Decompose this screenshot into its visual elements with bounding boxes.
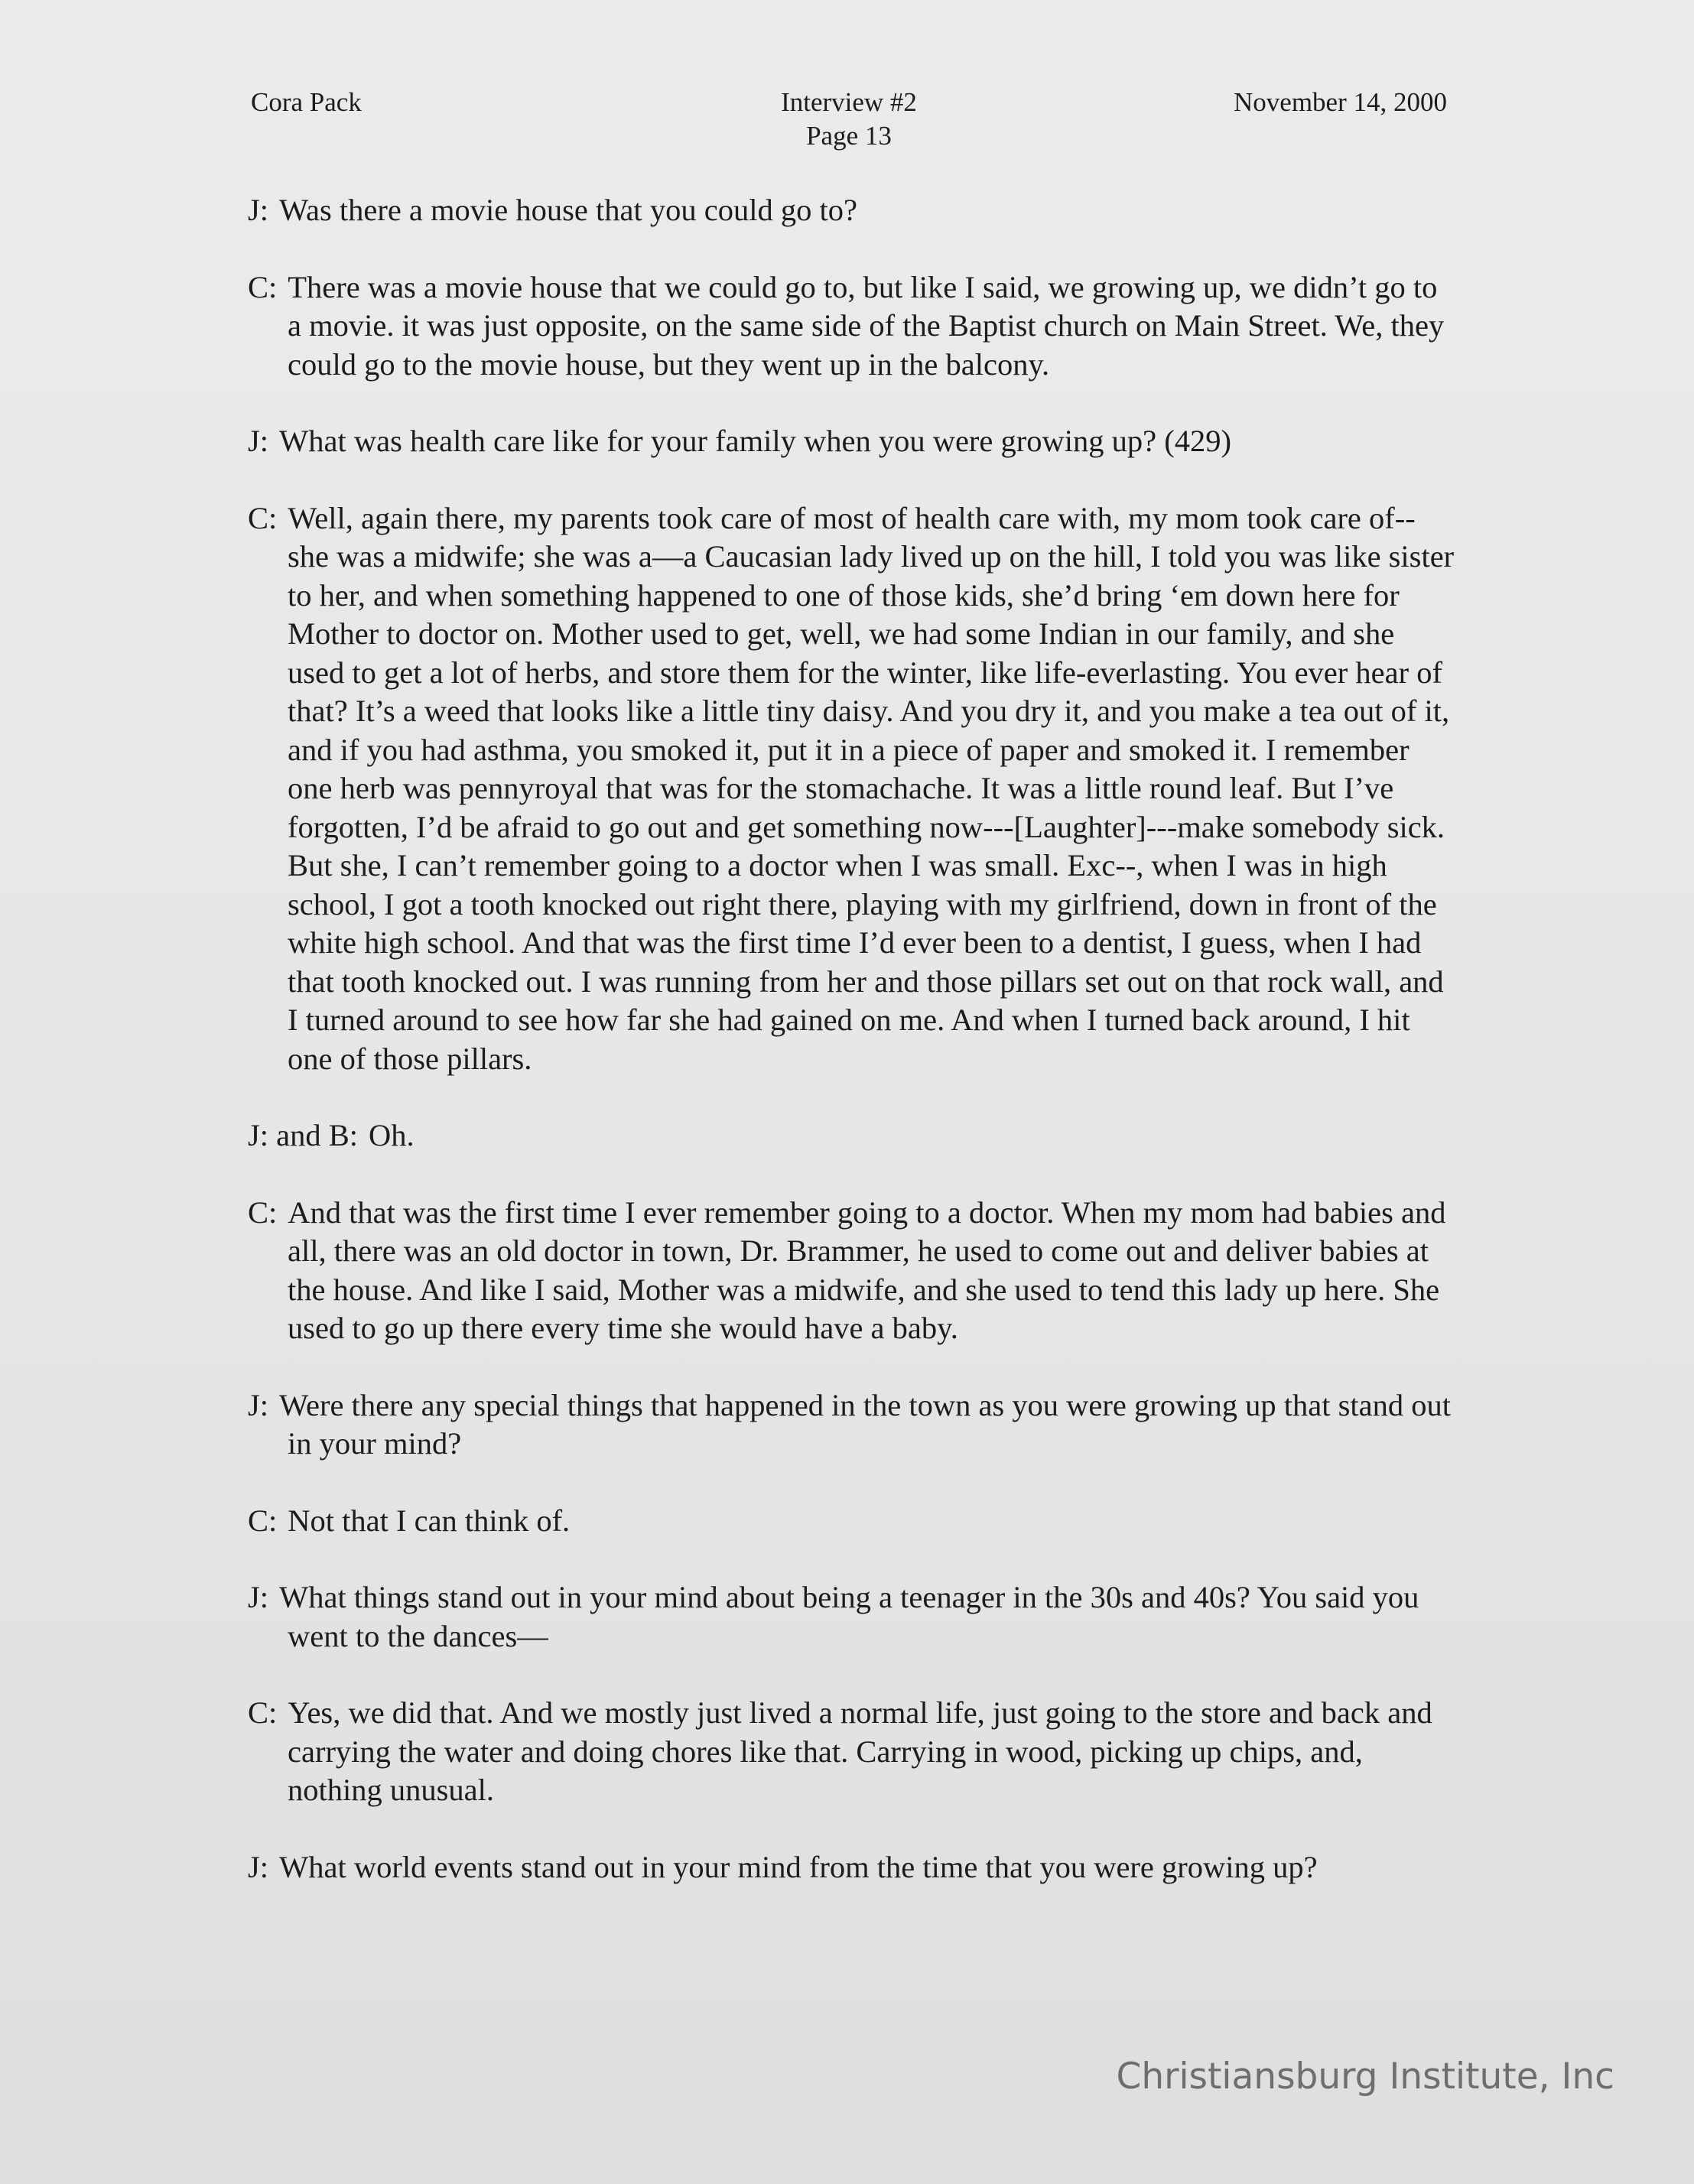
- dialogue-text: Were there any special things that happened in the town as you were growing up that stand out in your mind?: [279, 1387, 1451, 1461]
- dialogue-text: What was health care like for your family when you were growing up? (429): [279, 424, 1231, 458]
- dialogue-text: Yes, we did that. And we mostly just lived a normal life, just going to the store and back and carrying the water and doing chores like that. Carrying in wood, picking up chips, and, nothing unusual.: [288, 1695, 1432, 1807]
- dialogue-turn: [248, 1694, 1456, 1810]
- speaker-label: C:: [248, 1695, 278, 1730]
- speaker-label: C:: [248, 269, 278, 304]
- dialogue-text: There was a movie house that we could go to, but like I said, we growing up, we didn’t go to a movie. it was just opposite, on the same side of the Baptist church on Main Street. We, they could go to the movie house, but they went up in the balcony.: [288, 269, 1445, 382]
- speaker-label: C:: [248, 500, 278, 535]
- watermark: Christiansburg Institute, Inc: [1116, 2056, 1614, 2098]
- header-page-number: Page 13: [806, 121, 892, 151]
- dialogue-turn: [248, 1194, 1456, 1348]
- speaker-label: J:: [248, 1849, 269, 1884]
- dialogue-text: What things stand out in your mind about being a teenager in the 30s and 40s? You said you went to the dances—: [279, 1580, 1419, 1653]
- dialogue-turn: [248, 268, 1456, 385]
- header-interview-info: [696, 86, 1002, 153]
- dialogue-turn: [248, 1386, 1456, 1464]
- speaker-label: C:: [248, 1194, 278, 1230]
- speaker-label: C:: [248, 1503, 278, 1538]
- dialogue-turn: [248, 1502, 1456, 1541]
- dialogue-text: Oh.: [369, 1118, 415, 1152]
- speaker-label: J: and B:: [248, 1118, 359, 1152]
- dialogue-turn: [248, 499, 1456, 1079]
- speaker-label: J:: [248, 1387, 269, 1422]
- dialogue-text: Well, again there, my parents took care of most of health care with, my mom took care of-- she was a midwife; she was a—a Caucasian lady lived up on the hill, I told you was like sister to her, and when something happened to one of those kids, she’d bring ‘em down here for Mother to doctor on. Mother used to get, well, we had some Indian in our family, and she used to get a lot of herbs, and store them for the winter, like life-everlasting. You ever hear of that? It’s a weed that looks like a little tiny daisy. And you dry it, and you make a tea out of it, and if you had asthma, you smoked it, put it in a piece of paper and smoked it. I remember one herb was pennyroyal that was for the stomachache. It was a little round leaf. But I’ve forgotten, I’d be afraid to go out and get something now---[Laughter]---make somebody sick. But she, I can’t remember going to a doctor when I was small. Exc--, when I was in high school, I got a tooth knocked out right there, playing with my girlfriend, down in front of the white high school. And that was the first time I’d ever been to a dentist, I guess, when I had that tooth knocked out. I was running from her and those pillars set out on that rock wall, and I turned around to see how far she had gained on me. And when I turned back around, I hit one of those pillars.: [288, 500, 1455, 1076]
- header-interviewee-name: Cora Pack: [251, 87, 362, 117]
- speaker-label: J:: [248, 1580, 269, 1614]
- dialogue-turn: [248, 1578, 1456, 1656]
- dialogue-text: Not that I can think of.: [288, 1503, 571, 1538]
- speaker-label: J:: [248, 193, 269, 227]
- dialogue-turn: [248, 191, 1456, 230]
- header-date: November 14, 2000: [1234, 87, 1447, 117]
- dialogue-text: Was there a movie house that you could go to?: [279, 193, 857, 227]
- dialogue-text: What world events stand out in your mind from the time that you were growing up?: [279, 1849, 1318, 1884]
- dialogue-turn: [248, 422, 1456, 461]
- dialogue-turn: [248, 1116, 1456, 1155]
- dialogue-turn: [248, 1848, 1456, 1887]
- dialogue-text: And that was the first time I ever remember going to a doctor. When my mom had babies and all, there was an old doctor in town, Dr. Brammer, he used to come out and deliver babies at the house. And like I said, Mother was a midwife, and she used to tend this lady up here. She used to go up there every time she would have a baby.: [288, 1194, 1446, 1345]
- header-interview-number: Interview #2: [781, 87, 917, 117]
- speaker-label: J:: [248, 424, 269, 458]
- transcript-body: [248, 191, 1456, 1925]
